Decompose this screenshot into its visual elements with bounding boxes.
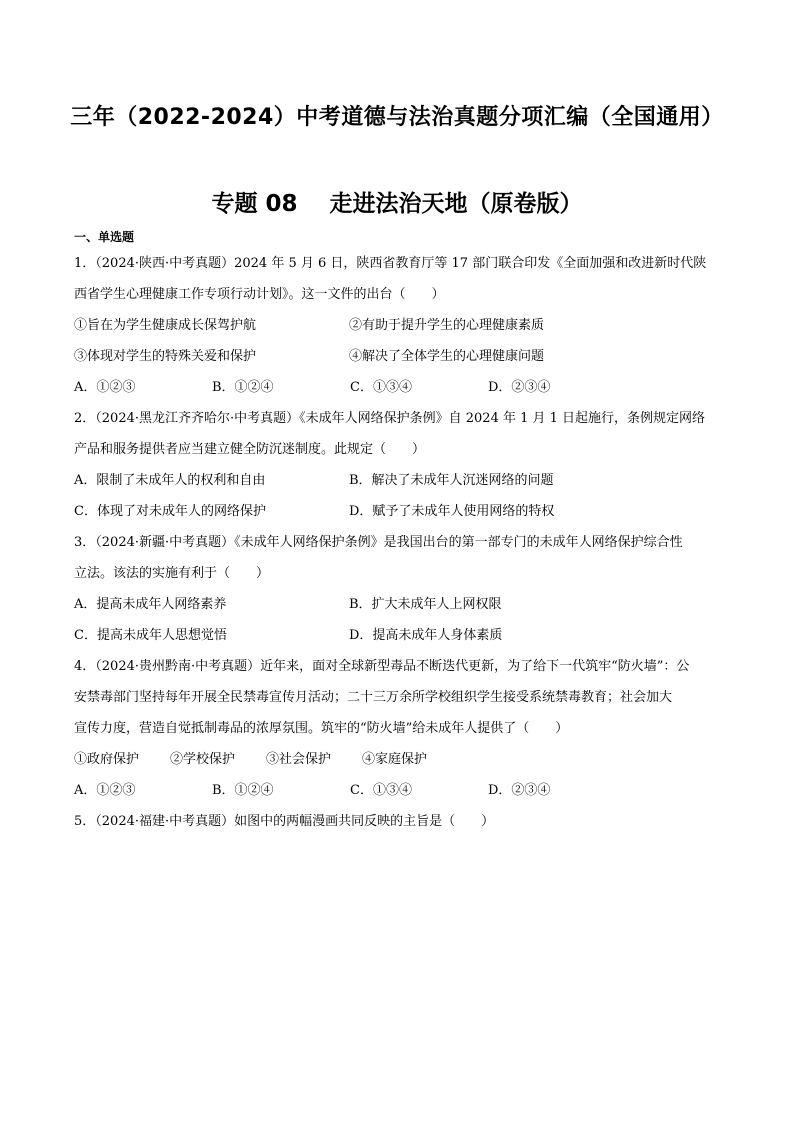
question-3-stem-line-1: 3．（2024·新疆·中考真题）《未成年人网络保护条例》是我国出台的第一部专门的未成年人网络保护综合性: [74, 535, 683, 550]
chapter-number: 专题 08: [211, 191, 298, 217]
question-4-statements: [74, 744, 724, 775]
statement: ①旨在为学生健康成长保驾护航: [74, 318, 257, 333]
question-4-stem-line-2: 安禁毒部门坚持每年开展全民禁毒宣传月活动；二十三万余所学校组织学生接受系统禁毒教育；社会加大: [74, 690, 673, 705]
statement: ③社会保护: [266, 752, 332, 767]
question-2-options-row-2: [74, 496, 724, 527]
question-1: [74, 248, 724, 403]
question-1-statements-row-2: [74, 341, 724, 372]
option-b: B．①②④: [212, 783, 274, 798]
option-d: D．提高未成年人身体素质: [349, 628, 503, 643]
statement: ④家庭保护: [362, 752, 428, 767]
option-c: C．提高未成年人思想觉悟: [74, 628, 227, 643]
question-1-statements-row-1: [74, 310, 724, 341]
statement: ②有助于提升学生的心理健康素质: [349, 318, 545, 333]
option-c: C．①③④: [350, 380, 412, 395]
option-a: A．提高未成年人网络素养: [74, 597, 227, 612]
question-5: [74, 806, 724, 837]
question-1-options: [74, 372, 724, 403]
chapter-name: 走进法治天地（原卷版）: [329, 191, 583, 217]
statement: ①政府保护: [74, 752, 140, 767]
option-a: A．①②③: [74, 380, 136, 395]
question-2-stem-line-1: 2．（2024·黑龙江齐齐哈尔·中考真题）《未成年人网络保护条例》自 2024 年 1 月 1 日起施行，条例规定网络: [74, 411, 706, 426]
question-3-stem-line-2: 立法。该法的实施有利于（ ）: [74, 566, 270, 581]
question-1-stem-line-1: 1．（2024·陕西·中考真题）2024 年 5 月 6 日，陕西省教育厅等 17 部门联合印发《全面加强和改进新时代陕: [74, 256, 707, 271]
question-2: [74, 403, 724, 527]
statement: ②学校保护: [170, 752, 236, 767]
option-d: D．②③④: [488, 380, 551, 395]
question-2-stem-line-2: 产品和服务提供者应当建立健全防沉迷制度。此规定（ ）: [74, 442, 426, 457]
question-3-options-row-2: [74, 620, 724, 651]
option-c: C．体现了对未成年人的网络保护: [74, 504, 266, 519]
option-c: C．①③④: [350, 783, 412, 798]
question-2-options-row-1: [74, 465, 724, 496]
option-b: B．解决了未成年人沉迷网络的问题: [349, 473, 554, 488]
question-4: [74, 651, 724, 806]
statement: ③体现对学生的特殊关爱和保护: [74, 349, 257, 364]
question-1-stem-line-2: 西省学生心理健康工作专项行动计划》。这一文件的出台（ ）: [74, 287, 445, 302]
question-4-stem-line-1: 4．（2024·贵州黔南·中考真题）近年来，面对全球新型毒品不断迭代更新，为了给下一代筑牢“防火墙”：公: [74, 659, 690, 674]
section-heading: 一、单选题: [74, 230, 135, 244]
question-5-stem-line-1: 5．（2024·福建·中考真题）如图中的两幅漫画共同反映的主旨是（ ）: [74, 814, 495, 829]
question-content: [74, 228, 724, 837]
question-4-options: [74, 775, 724, 806]
question-4-stem-line-3: 宣传力度，营造自觉抵制毒品的浓厚氛围。筑牢的“防火墙”给未成年人提供了（ ）: [74, 721, 569, 736]
main-title: 三年（2022-2024）中考道德与法治真题分项汇编（全国通用）: [70, 105, 724, 130]
option-d: D．②③④: [488, 783, 551, 798]
option-d: D．赋予了未成年人使用网络的特权: [349, 504, 555, 519]
statement: ④解决了全体学生的心理健康问题: [349, 349, 545, 364]
question-3: [74, 527, 724, 651]
question-3-options-row-1: [74, 589, 724, 620]
option-a: A．限制了未成年人的权利和自由: [74, 473, 266, 488]
option-b: B．扩大未成年人上网权限: [349, 597, 502, 612]
option-b: B．①②④: [212, 380, 274, 395]
option-a: A．①②③: [74, 783, 136, 798]
chapter-title: [0, 185, 794, 218]
